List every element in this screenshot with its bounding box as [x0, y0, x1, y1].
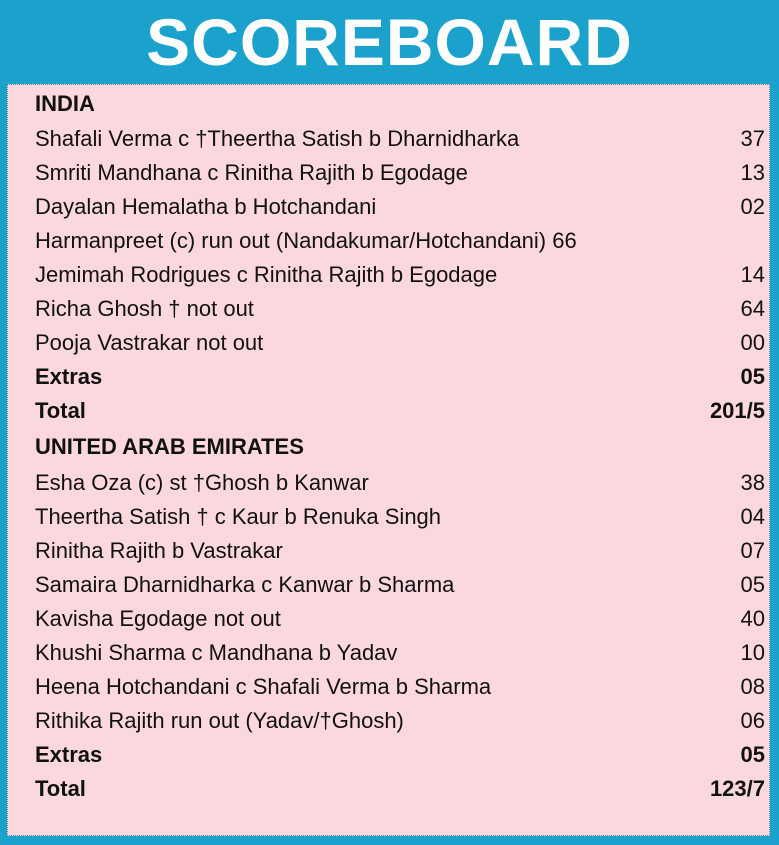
batter-text: Smriti Mandhana c Rinitha Rajith b Egodage — [35, 160, 468, 185]
batter-row — [35, 568, 765, 602]
batter-text: Samaira Dharnidharka c Kanwar b Sharma — [35, 572, 455, 597]
batter-score: 37 — [740, 126, 765, 151]
batter-score: 00 — [740, 330, 765, 355]
batter-row — [35, 326, 765, 360]
total-row — [35, 772, 765, 806]
batter-row — [35, 190, 765, 224]
batter-score: 40 — [740, 606, 765, 631]
batter-text: Shafali Verma c †Theertha Satish b Dharnidharka — [35, 126, 520, 151]
batter-text: Heena Hotchandani c Shafali Verma b Sharma — [35, 674, 492, 699]
batter-score: 38 — [740, 470, 765, 495]
batter-row — [35, 704, 765, 738]
batter-score: 07 — [740, 538, 765, 563]
extras-row — [35, 738, 765, 772]
batter-row — [35, 602, 765, 636]
batter-score: 14 — [740, 262, 765, 287]
batter-score: 13 — [740, 160, 765, 185]
batter-text: Esha Oza (c) st †Ghosh b Kanwar — [35, 470, 369, 495]
batter-text: Dayalan Hemalatha b Hotchandani — [35, 194, 377, 219]
batter-text: Pooja Vastrakar not out — [35, 330, 264, 355]
extras-value: 05 — [740, 742, 765, 767]
batter-row — [35, 670, 765, 704]
batter-text: Khushi Sharma c Mandhana b Yadav — [35, 640, 398, 665]
batter-row — [35, 224, 765, 258]
batter-row — [35, 292, 765, 326]
total-label: Total — [35, 776, 86, 801]
team-name-uae: UNITED ARAB EMIRATES — [35, 434, 304, 459]
batter-score: 10 — [740, 640, 765, 665]
batter-text: Harmanpreet (c) run out (Nandakumar/Hotchandani) 66 — [35, 228, 577, 253]
batter-text: Jemimah Rodrigues c Rinitha Rajith b Egodage — [35, 262, 498, 287]
total-value: 201/5 — [709, 398, 765, 423]
scoreboard-panel — [7, 84, 770, 836]
batter-score: 05 — [740, 572, 765, 597]
batter-text: Rinitha Rajith b Vastrakar — [35, 538, 283, 563]
total-label: Total — [35, 398, 86, 423]
batter-score: 02 — [740, 194, 765, 219]
batter-score: 64 — [740, 296, 765, 321]
scoreboard-title: SCOREBOARD — [146, 5, 633, 79]
extras-row — [35, 360, 765, 394]
batter-row — [35, 636, 765, 670]
extras-value: 05 — [740, 364, 765, 389]
batter-text: Kavisha Egodage not out — [35, 606, 281, 631]
total-value: 123/7 — [709, 776, 765, 801]
batter-score: 06 — [740, 708, 765, 733]
batter-text: Rithika Rajith run out (Yadav/†Ghosh) — [35, 708, 404, 733]
batter-row — [35, 156, 765, 190]
batter-row — [35, 500, 765, 534]
batter-row — [35, 534, 765, 568]
batter-text: Theertha Satish † c Kaur b Renuka Singh — [35, 504, 442, 529]
batter-score: 08 — [740, 674, 765, 699]
batter-text: Richa Ghosh † not out — [35, 296, 254, 321]
total-row — [35, 394, 765, 428]
extras-label: Extras — [35, 364, 103, 389]
batter-row — [35, 466, 765, 500]
extras-label: Extras — [35, 742, 103, 767]
batter-score: 04 — [740, 504, 765, 529]
team-name-india: INDIA — [35, 91, 95, 116]
batter-row — [35, 258, 765, 292]
batter-row — [35, 122, 765, 156]
